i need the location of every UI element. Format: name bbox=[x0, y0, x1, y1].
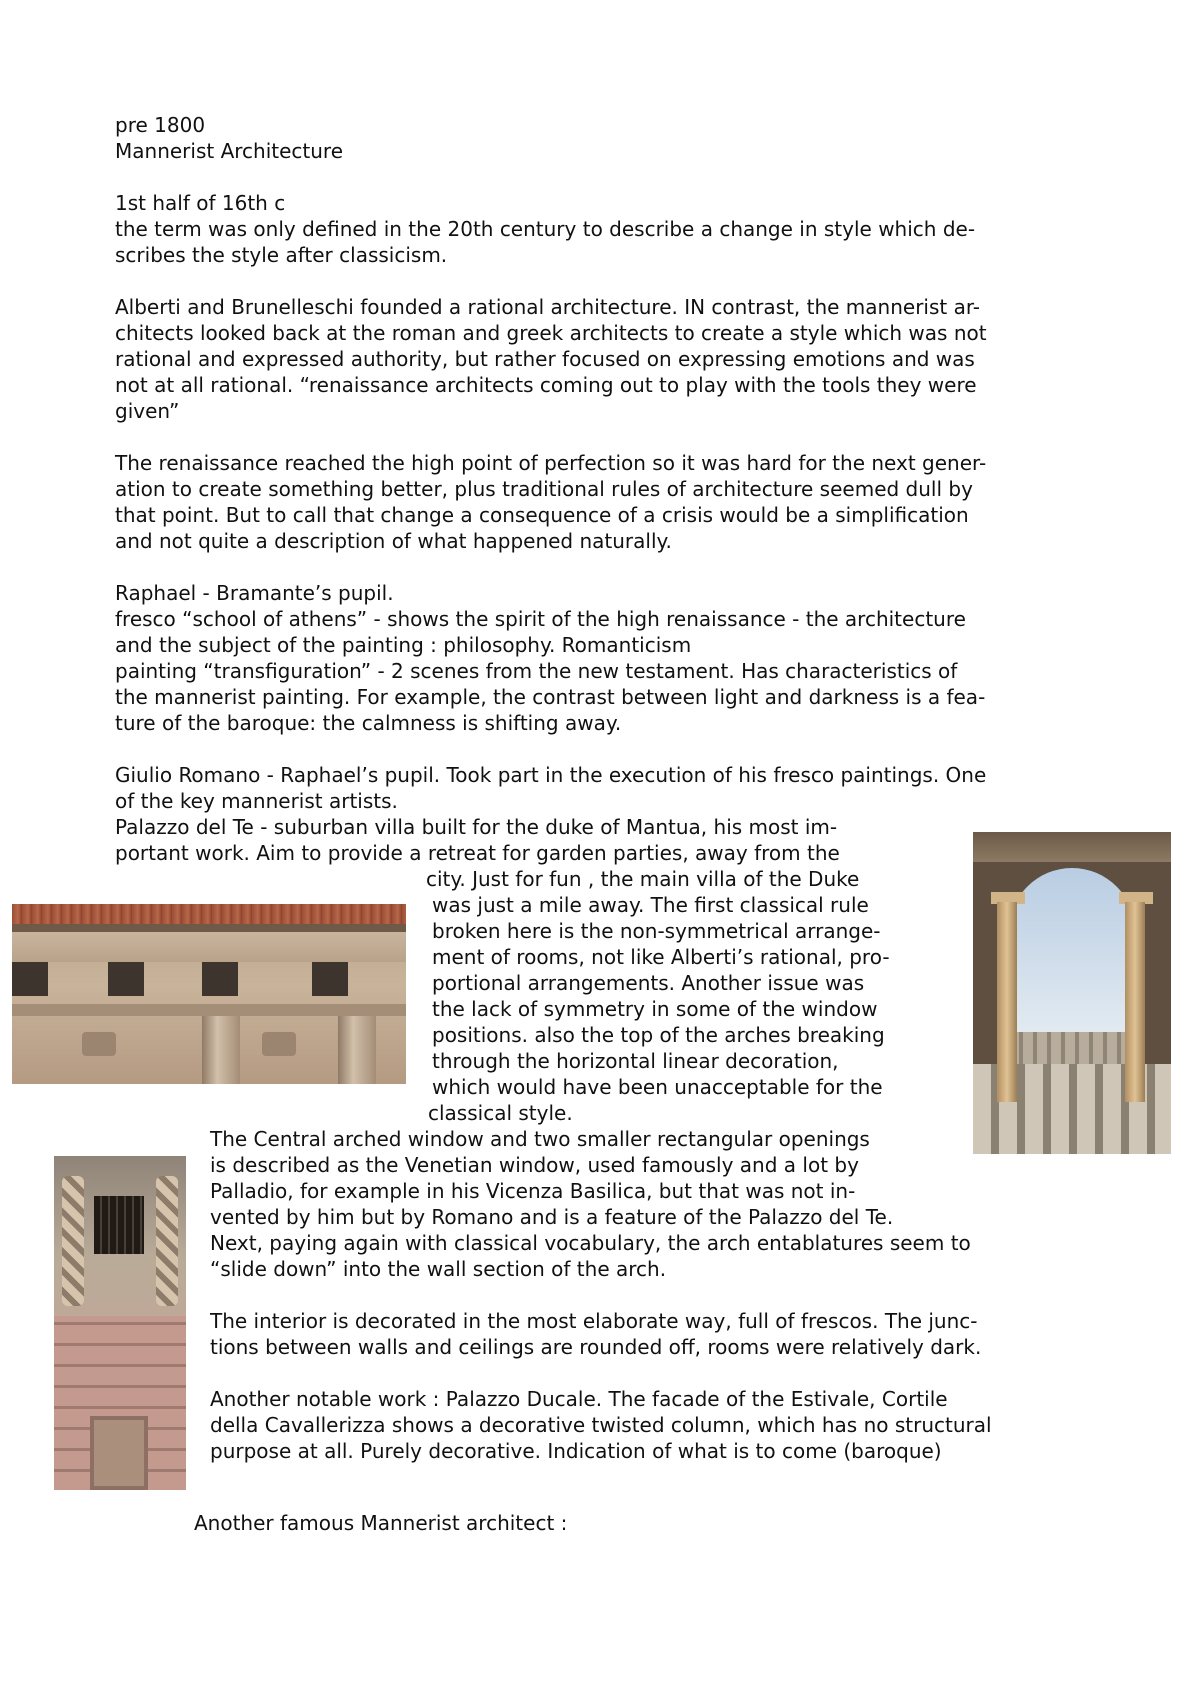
doc-line: Palladio, for example in his Vicenza Basilica, but that was not in- bbox=[210, 1179, 856, 1203]
doc-line: the mannerist painting. For example, the contrast between light and darkness is a fea- bbox=[115, 685, 986, 709]
doc-line: fresco “school of athens” - shows the spirit of the high renaissance - the architecture bbox=[115, 607, 966, 631]
doc-line: The interior is decorated in the most elaborate way, full of frescos. The junc- bbox=[210, 1309, 978, 1333]
doc-line: della Cavallerizza shows a decorative twisted column, which has no structural bbox=[210, 1413, 992, 1437]
doc-line: purpose at all. Purely decorative. Indication of what is to come (baroque) bbox=[210, 1439, 942, 1463]
doc-line: broken here is the non-symmetrical arrange- bbox=[432, 919, 881, 943]
doc-line: ation to create something better, plus traditional rules of architecture seemed dull by bbox=[115, 477, 973, 501]
doc-line: ture of the baroque: the calmness is shifting away. bbox=[115, 711, 622, 735]
palazzo-del-te-arch-image bbox=[973, 832, 1171, 1154]
doc-line: Giulio Romano - Raphael’s pupil. Took part in the execution of his fresco paintings. One bbox=[115, 763, 987, 787]
doc-line: ment of rooms, not like Alberti’s rational, pro- bbox=[432, 945, 890, 969]
doc-line: rational and expressed authority, but rather focused on expressing emotions and was bbox=[115, 347, 975, 371]
doc-line: and not quite a description of what happened naturally. bbox=[115, 529, 672, 553]
doc-line: Another famous Mannerist architect : bbox=[194, 1511, 568, 1535]
doc-line: 1st half of 16th c bbox=[115, 191, 286, 215]
doc-line: is described as the Venetian window, used famously and a lot by bbox=[210, 1153, 859, 1177]
doc-line: Alberti and Brunelleschi founded a rational architecture. IN contrast, the mannerist ar- bbox=[115, 295, 981, 319]
doc-title: Mannerist Architecture bbox=[115, 139, 344, 163]
doc-line: portant work. Aim to provide a retreat for garden parties, away from the bbox=[115, 841, 840, 865]
doc-line: tions between walls and ceilings are rounded off, rooms were relatively dark. bbox=[210, 1335, 982, 1359]
doc-line: the lack of symmetry in some of the window bbox=[432, 997, 878, 1021]
doc-line: “slide down” into the wall section of the arch. bbox=[210, 1257, 667, 1281]
doc-line: was just a mile away. The first classical rule bbox=[432, 893, 869, 917]
doc-line: chitects looked back at the roman and greek architects to create a style which was not bbox=[115, 321, 987, 345]
doc-line: Raphael - Bramante’s pupil. bbox=[115, 581, 394, 605]
doc-line: of the key mannerist artists. bbox=[115, 789, 398, 813]
doc-line: which would have been unacceptable for the bbox=[432, 1075, 883, 1099]
doc-line: Palazzo del Te - suburban villa built for the duke of Mantua, his most im- bbox=[115, 815, 838, 839]
doc-line: that point. But to call that change a consequence of a crisis would be a simplification bbox=[115, 503, 969, 527]
doc-line: painting “transfiguration” - 2 scenes from the new testament. Has characteristics of bbox=[115, 659, 958, 683]
doc-line: not at all rational. “renaissance architects coming out to play with the tools they were bbox=[115, 373, 977, 397]
doc-line: city. Just for fun , the main villa of the Duke bbox=[426, 867, 860, 891]
doc-line: vented by him but by Romano and is a feature of the Palazzo del Te. bbox=[210, 1205, 894, 1229]
doc-line: The renaissance reached the high point of perfection so it was hard for the next gener- bbox=[115, 451, 987, 475]
doc-line: Next, paying again with classical vocabulary, the arch entablatures seem to bbox=[210, 1231, 971, 1255]
doc-line: The Central arched window and two smaller rectangular openings bbox=[210, 1127, 870, 1151]
doc-line: the term was only defined in the 20th century to describe a change in style which de- bbox=[115, 217, 976, 241]
doc-line: given” bbox=[115, 399, 180, 423]
palazzo-del-te-facade-image bbox=[12, 904, 406, 1084]
doc-line: portional arrangements. Another issue was bbox=[432, 971, 865, 995]
doc-line: and the subject of the painting : philosophy. Romanticism bbox=[115, 633, 692, 657]
doc-line: classical style. bbox=[428, 1101, 573, 1125]
doc-line: positions. also the top of the arches breaking bbox=[432, 1023, 885, 1047]
doc-line: scribes the style after classicism. bbox=[115, 243, 448, 267]
palazzo-ducale-twisted-column-image bbox=[54, 1156, 186, 1490]
doc-line: Another notable work : Palazzo Ducale. The facade of the Estivale, Cortile bbox=[210, 1387, 948, 1411]
doc-line: pre 1800 bbox=[115, 113, 206, 137]
doc-line: through the horizontal linear decoration, bbox=[432, 1049, 839, 1073]
